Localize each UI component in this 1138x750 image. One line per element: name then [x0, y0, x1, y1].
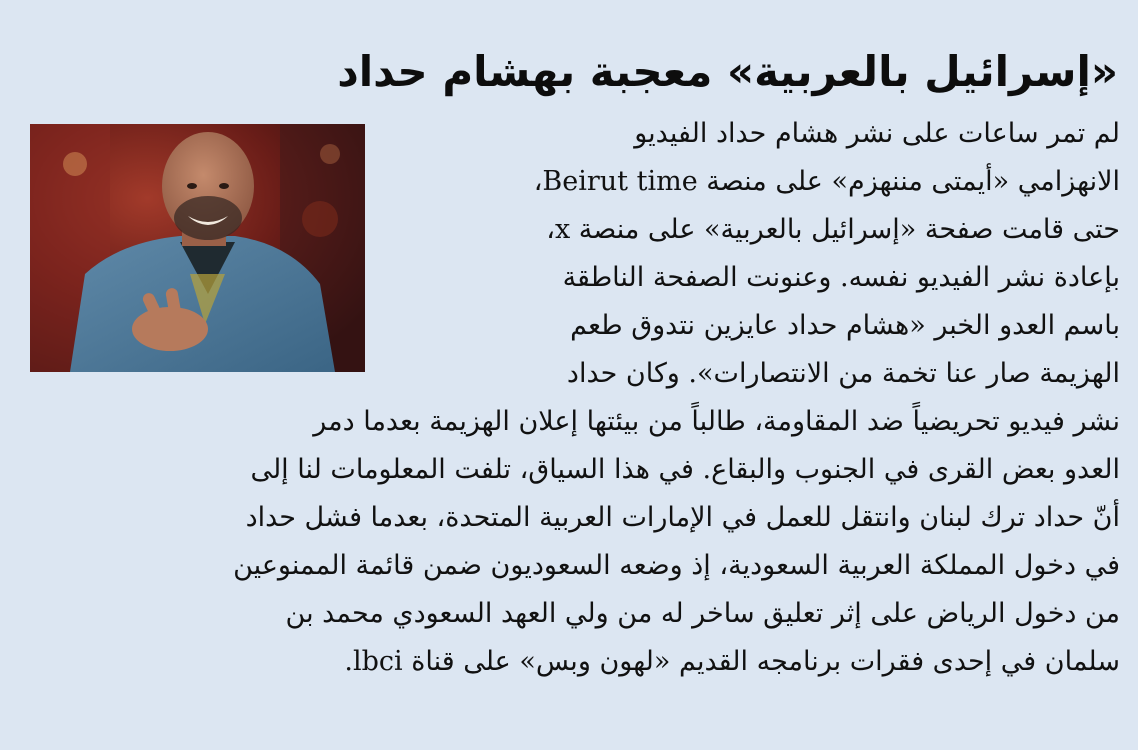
body-line: في دخول المملكة العربية السعودية، إذ وضعه السعوديون ضمن قائمة الممنوعين — [233, 550, 1120, 581]
body-line: حتى قامت صفحة «إسرائيل بالعربية» على منصة x، — [546, 214, 1120, 245]
body-line: لم تمر ساعات على نشر هشام حداد الفيديو — [634, 118, 1120, 149]
body-line: بإعادة نشر الفيديو نفسه. وعنونت الصفحة الناطقة — [562, 262, 1120, 293]
body-line: الهزيمة صار عنا تخمة من الانتصارات». وكان حداد — [566, 358, 1120, 389]
body-line: من دخول الرياض على إثر تعليق ساخر له من ولي العهد السعودي محمد بن — [285, 598, 1120, 629]
body-line: سلمان في إحدى فقرات برنامجه القديم «لهون وبس» على قناة lbci. — [344, 646, 1120, 677]
body-line: الانهزامي «أيمتى مننهزم» على منصة Beirut time، — [533, 166, 1120, 197]
body-line: باسم العدو الخبر «هشام حداد عايزين نتدوق طعم — [570, 310, 1120, 341]
headline: «إسرائيل بالعربية» معجبة بهشام حداد — [337, 47, 1118, 96]
body-line: أنّ حداد ترك لبنان وانتقل للعمل في الإمارات العربية المتحدة، بعدما فشل حداد — [245, 502, 1120, 533]
body-line: العدو بعض القرى في الجنوب والبقاع. في هذا السياق، تلفت المعلومات لنا إلى — [250, 454, 1120, 485]
body-line: نشر فيديو تحريضياً ضد المقاومة، طالباً من بيئتها إعلان الهزيمة بعدما دمر — [313, 406, 1120, 437]
article-body — [20, 110, 1120, 686]
